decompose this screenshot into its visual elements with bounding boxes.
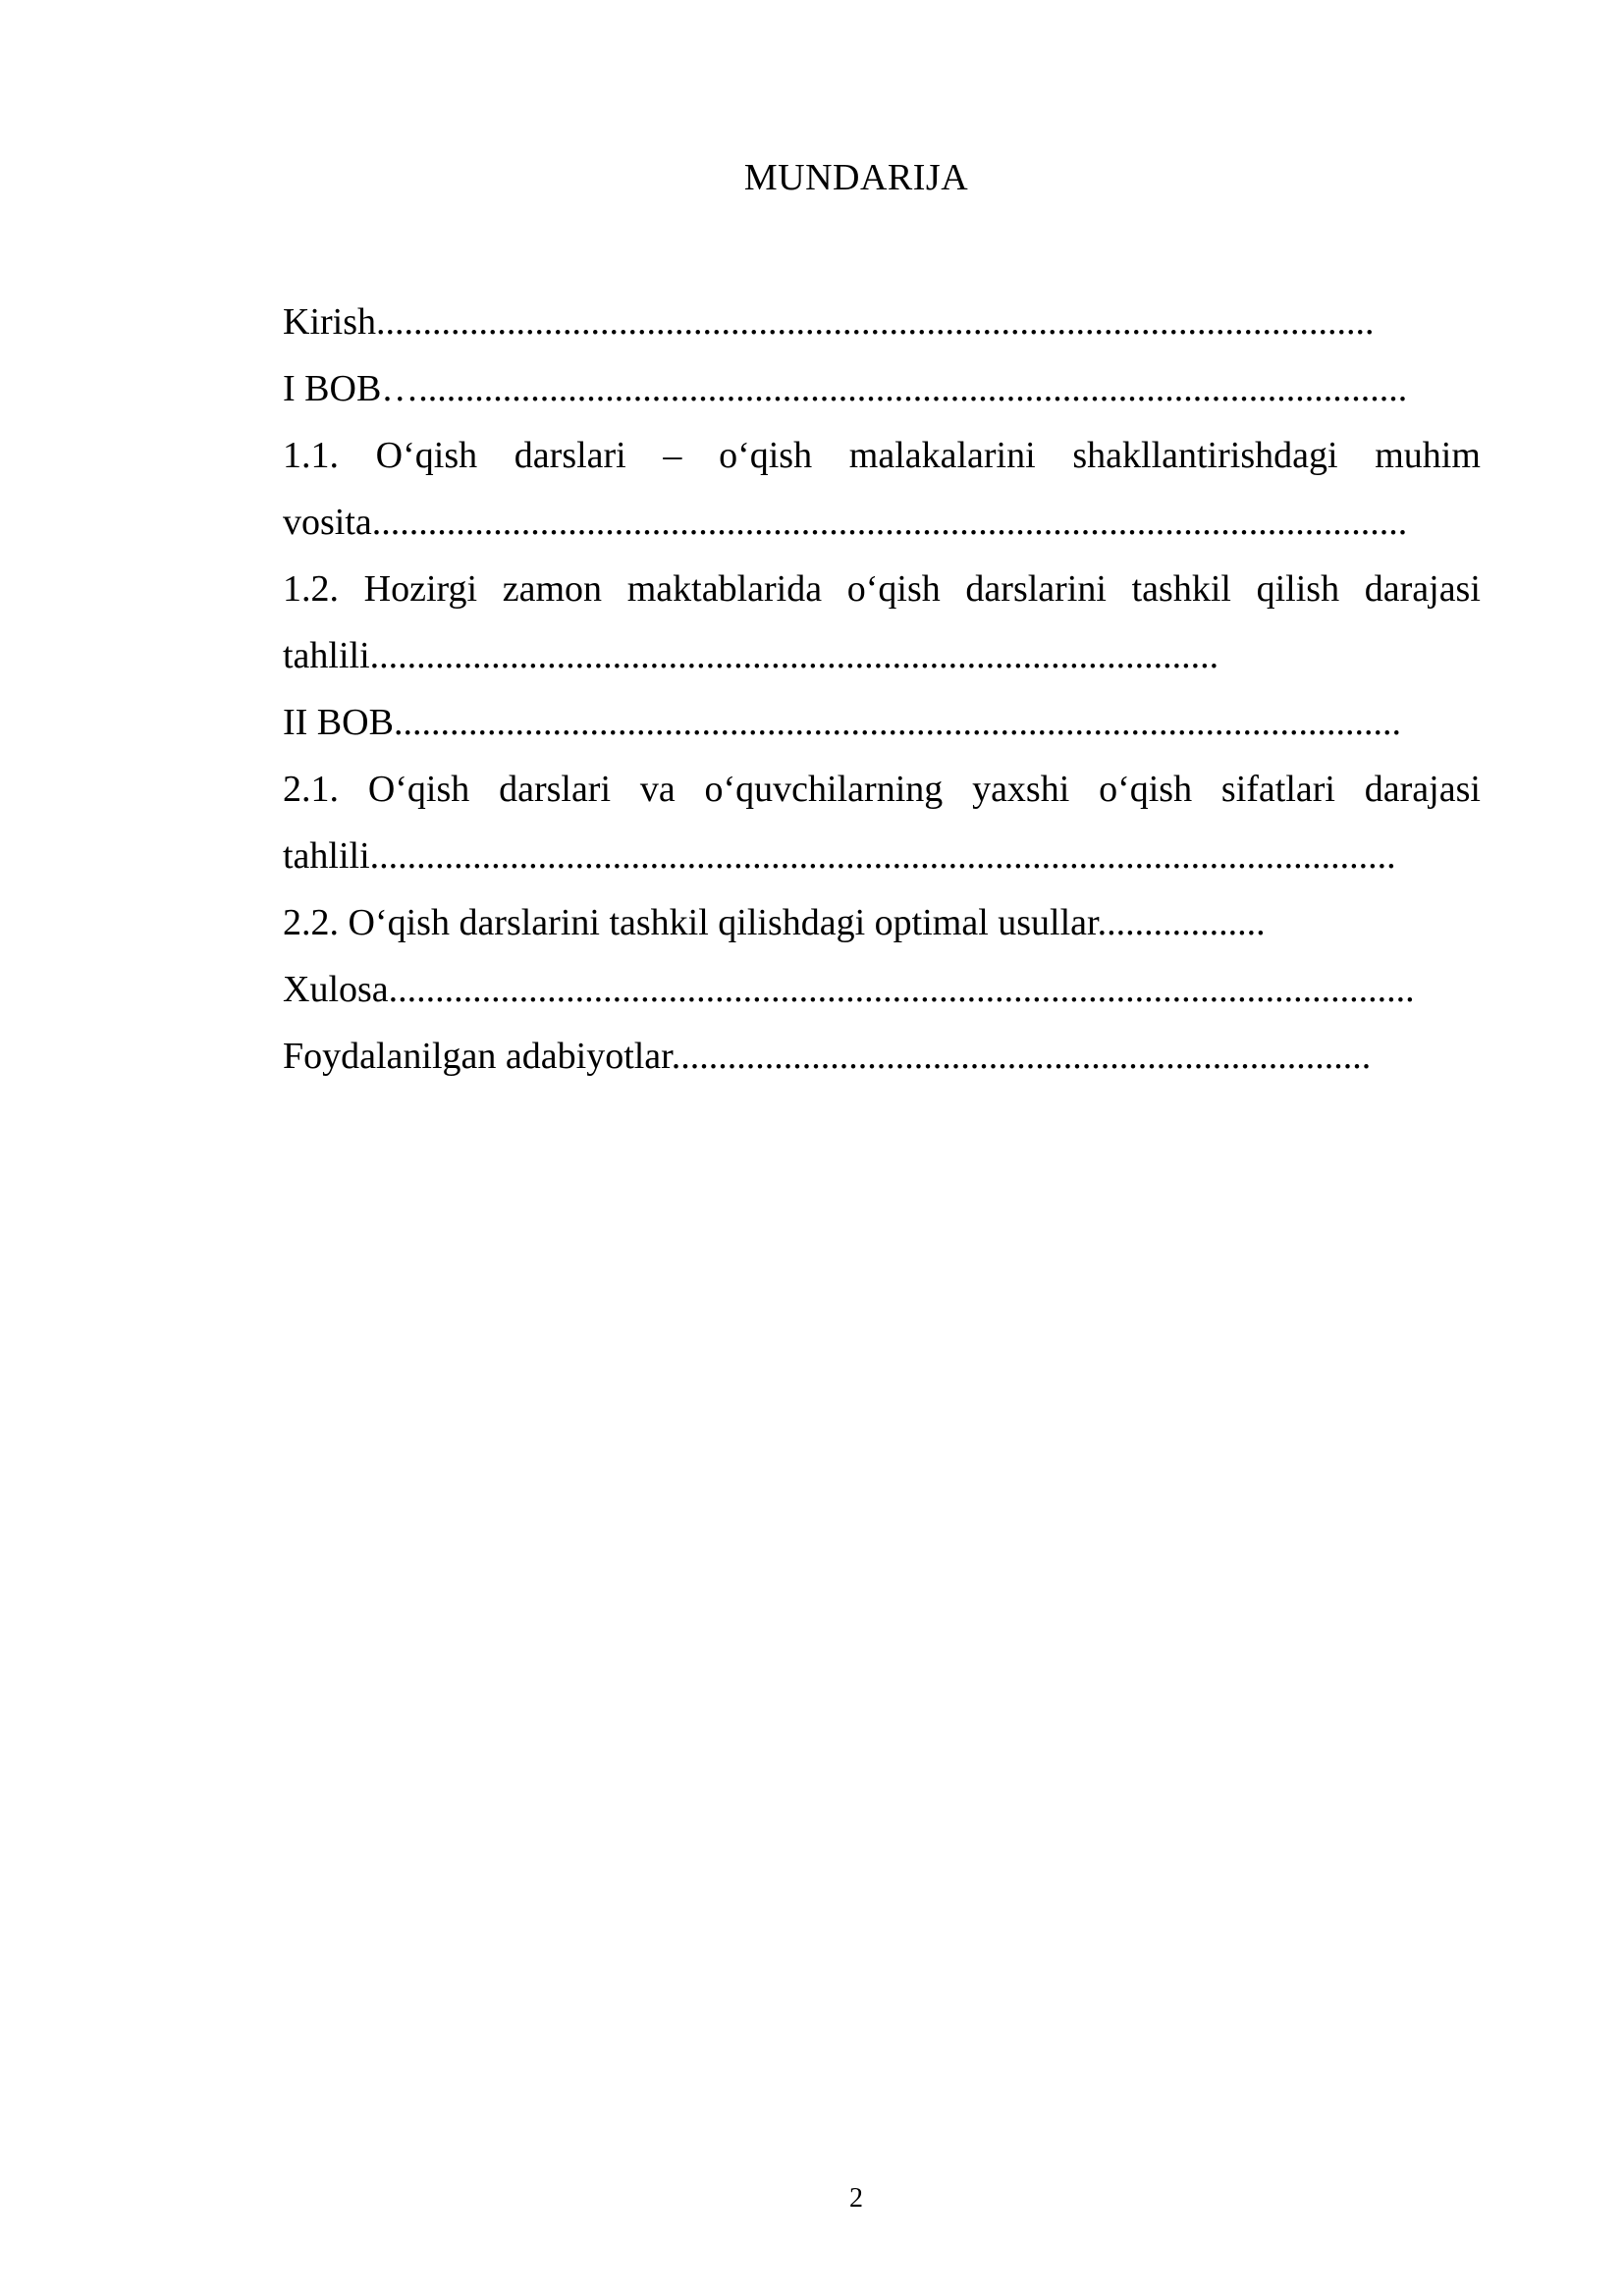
toc-word: maktablarida — [626, 568, 823, 610]
toc-word: sifatlari — [1220, 769, 1335, 810]
toc-word: o‘qish — [1099, 769, 1193, 810]
toc-entry-bob-1: I BOB….......................................................................................................... — [283, 368, 1408, 409]
toc-entry-bob-2: II BOB............................................................................................................ — [283, 702, 1401, 743]
page-number: 2 — [849, 2183, 863, 2214]
table-of-contents — [283, 289, 1481, 1090]
toc-word: Hozirgi — [363, 568, 478, 610]
toc-entry-2-2: 2.2. O‘qish darslarini tashkil qilishdagi optimal usullar.................. — [283, 902, 1266, 943]
toc-word: 1.1. — [283, 435, 339, 476]
toc-word: darslari — [514, 435, 626, 476]
toc-entry-1-2-line-1 — [283, 556, 1481, 622]
toc-word: – — [663, 435, 682, 476]
toc-word: o‘qish — [846, 568, 941, 610]
toc-word: darajasi — [1364, 568, 1481, 610]
toc-word: yaxshi — [972, 769, 1070, 810]
toc-word: qilish — [1256, 568, 1340, 610]
toc-word: O‘qish — [375, 435, 478, 476]
toc-word: o‘qish — [719, 435, 813, 476]
toc-word: 2.1. — [283, 769, 339, 810]
toc-entry-adabiyotlar: Foydalanilgan adabiyotlar........................................................................... — [283, 1036, 1372, 1077]
toc-entry-1-2-line-2: tahlili........................................................................................... — [283, 635, 1219, 676]
toc-entry-2-1-line-2: tahlili.............................................................................................................. — [283, 835, 1396, 877]
toc-word: darslarini — [965, 568, 1107, 610]
toc-word: O‘qish — [367, 769, 470, 810]
toc-word: 1.2. — [283, 568, 339, 610]
toc-entry-1-1-line-1 — [283, 422, 1481, 489]
toc-word: o‘quvchilarning — [704, 769, 944, 810]
toc-entry-1-1-line-2: vosita............................................................................................................... — [283, 502, 1408, 543]
toc-word: darslari — [499, 769, 612, 810]
toc-word: darajasi — [1364, 769, 1481, 810]
toc-entry-2-1-line-1 — [283, 756, 1481, 823]
page-title: MUNDARIJA — [743, 157, 969, 198]
toc-word: tashkil — [1131, 568, 1231, 610]
toc-entry-xulosa: Xulosa.............................................................................................................. — [283, 969, 1415, 1010]
toc-word: muhim — [1375, 435, 1481, 476]
toc-entry-kirish: Kirish........................................................................................................... — [283, 301, 1375, 343]
toc-word: malakalarini — [848, 435, 1036, 476]
toc-word: shakllantirishdagi — [1072, 435, 1338, 476]
toc-word: va — [639, 769, 676, 810]
toc-word: zamon — [502, 568, 603, 610]
